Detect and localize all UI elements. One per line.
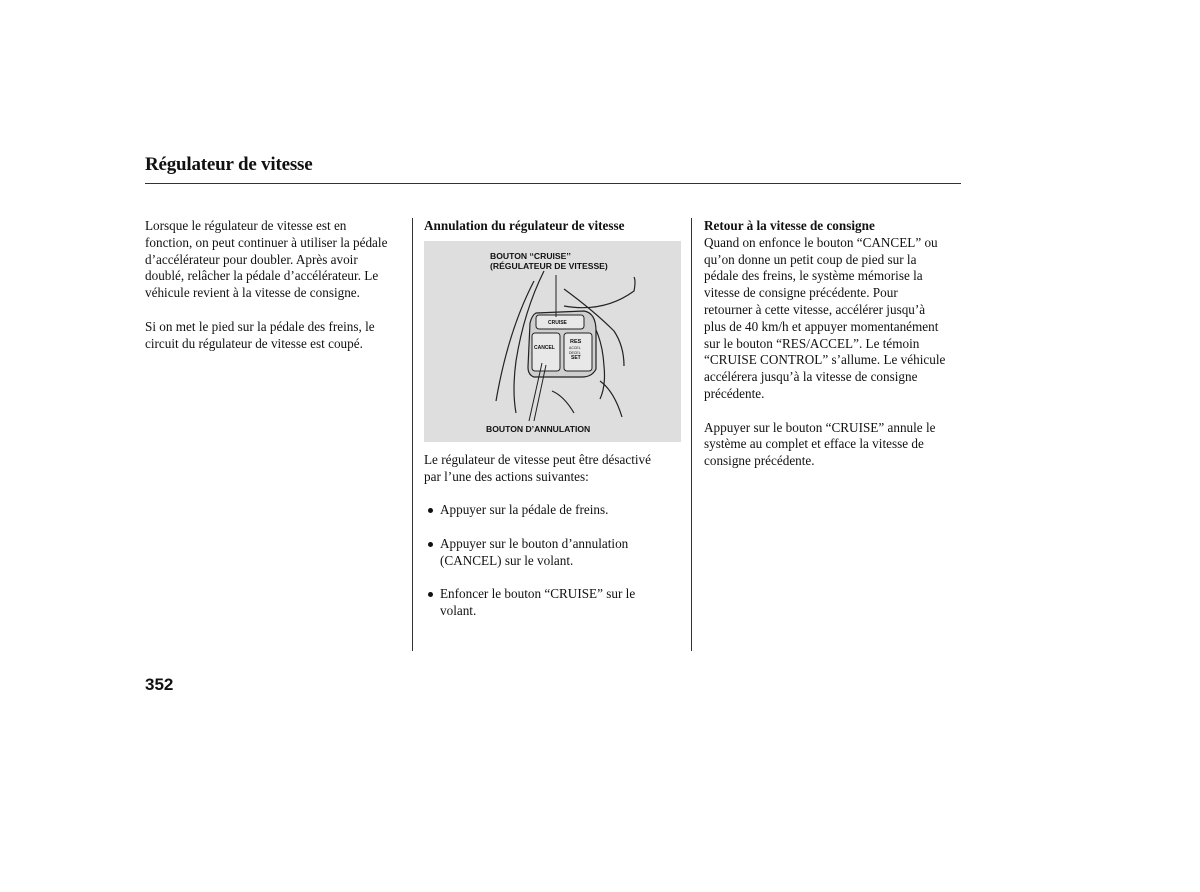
- cruise-button-text: CRUISE: [548, 320, 567, 326]
- right-paragraph-1: Quand on enfonce le bouton “CANCEL” ou qu’on donne un petit coup de pied sur la pédale des freins, le système mémorise la vitesse de consigne précédente. Pour retourner à cette vitesse, accélérer jusqu’à plus de 40 km/h et appuyer momentanément sur le bouton “RES/ACCEL”. Le témoin “CRUISE CONTROL” s’allume. Le véhicule accélérera jusqu’à la vitesse de consigne précédente.: [704, 234, 946, 401]
- page-title: Régulateur de vitesse: [145, 154, 313, 175]
- steering-wheel-illustration: [424, 241, 681, 442]
- bullet-icon: [428, 508, 433, 513]
- column-divider-left: [412, 218, 413, 651]
- right-column: [704, 218, 966, 470]
- list-item: Appuyer sur le bouton d’annulation (CANCEL) sur le volant.: [424, 536, 686, 570]
- left-paragraph-1: Lorsque le régulateur de vitesse est en fonction, on peut continuer à utiliser la pédale d’accélérateur pour doubler. Après avoir doublé, relâcher la pédale d’accélérateur. Le véhicule revient à la vitesse de consigne.: [145, 218, 388, 301]
- page-number: 352: [145, 675, 174, 694]
- middle-column: [424, 218, 686, 235]
- cancel-actions-list: [424, 502, 686, 620]
- set-button-text: SET: [571, 355, 581, 361]
- set-button-subtext: DECEL: [569, 351, 581, 355]
- bullet-icon: [428, 542, 433, 547]
- res-button-subtext: ACCEL: [569, 346, 581, 350]
- bullet-icon: [428, 592, 433, 597]
- steering-wheel-figure: [424, 241, 681, 442]
- column-divider-right: [691, 218, 692, 651]
- list-item: Enfoncer le bouton “CRUISE” sur le volant.: [424, 586, 686, 620]
- res-button-text: RES: [570, 339, 582, 345]
- cancel-button-text: CANCEL: [534, 345, 555, 351]
- title-divider: [145, 183, 961, 184]
- middle-heading: Annulation du régulateur de vitesse: [424, 218, 625, 233]
- middle-column-body: [424, 452, 686, 620]
- cancel-button-label: BOUTON D’ANNULATION: [486, 424, 591, 434]
- list-item: Appuyer sur la pédale de freins.: [424, 502, 686, 519]
- cruise-button-label: BOUTON ‘‘CRUISE’’ (RÉGULATEUR DE VITESSE): [490, 251, 608, 271]
- middle-intro: Le régulateur de vitesse peut être désactivé par l’une des actions suivantes:: [424, 452, 652, 484]
- right-heading: Retour à la vitesse de consigne: [704, 218, 875, 233]
- left-column: [145, 218, 407, 352]
- left-paragraph-2: Si on met le pied sur la pédale des freins, le circuit du régulateur de vitesse est coupé.: [145, 318, 375, 351]
- right-paragraph-2: Appuyer sur le bouton “CRUISE” annule le système au complet et efface la vitesse de consigne précédente.: [704, 419, 936, 469]
